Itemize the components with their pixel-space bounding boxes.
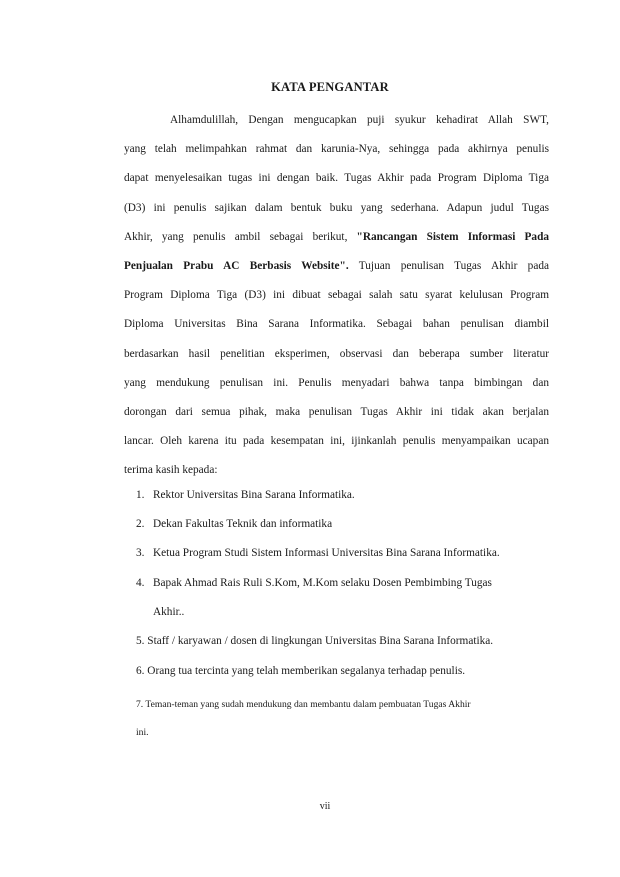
- list-item-continuation: ini.: [136, 727, 149, 738]
- list-item: 7. Teman-teman yang sudah mendukung dan membantu dalam pembuatan Tugas Akhir: [136, 699, 471, 710]
- list-item-continuation: Akhir..: [153, 606, 185, 618]
- list-item: 3. Ketua Program Studi Sistem Informasi Universitas Bina Sarana Informatika.: [136, 547, 500, 559]
- paragraph-line: dorongan dari semua pihak, maka penulisan Tugas Akhir ini tidak akan berjalan: [124, 405, 549, 418]
- paragraph-line: [124, 252, 549, 281]
- thesis-title-part: Penjualan Prabu AC Berbasis Website".: [124, 259, 349, 272]
- paragraph-line: dapat menyelesaikan tugas ini dengan baik. Tugas Akhir pada Program Diploma Tiga: [124, 172, 549, 185]
- paragraph-text: Akhir, yang penulis ambil sebagai berikut,: [124, 230, 348, 243]
- paragraph-line: (D3) ini penulis sajikan dalam bentuk buku yang sederhana. Adapun judul Tugas: [124, 201, 549, 214]
- thesis-title-part: "Rancangan Sistem Informasi Pada: [356, 230, 550, 243]
- list-item: 1. Rektor Universitas Bina Sarana Informatika.: [136, 489, 355, 501]
- paragraph-line: Alhamdulillah, Dengan mengucapkan puji syukur kehadirat Allah SWT,: [170, 114, 549, 126]
- list-item: 2. Dekan Fakultas Teknik dan informatika: [136, 518, 333, 530]
- paragraph-line: [124, 223, 549, 252]
- paragraph-line: Program Diploma Tiga (D3) ini dibuat sebagai salah satu syarat kelulusan Program: [124, 289, 549, 302]
- paragraph-line: berdasarkan hasil penelitian eksperimen, observasi dan beberapa sumber literatur: [124, 347, 549, 360]
- body-paragraph: [124, 106, 549, 485]
- list-item: 4. Bapak Ahmad Rais Ruli S.Kom, M.Kom selaku Dosen Pembimbing Tugas: [136, 577, 492, 589]
- paragraph-text: Tujuan penulisan Tugas Akhir pada: [358, 259, 550, 272]
- paragraph-line: Diploma Universitas Bina Sarana Informatika. Sebagai bahan penulisan diambil: [124, 318, 549, 331]
- paragraph-line: yang mendukung penulisan ini. Penulis menyadari bahwa tanpa bimbingan dan: [124, 376, 549, 389]
- page-title: KATA PENGANTAR: [271, 80, 389, 94]
- list-item: 6. Orang tua tercinta yang telah memberikan segalanya terhadap penulis.: [136, 665, 466, 677]
- paragraph-line: lancar. Oleh karena itu pada kesempatan ini, ijinkanlah penulis menyampaikan ucapan: [124, 435, 549, 448]
- page-number: vii: [319, 801, 331, 812]
- list-item: 5. Staff / karyawan / dosen di lingkungan Universitas Bina Sarana Informatika.: [136, 635, 494, 647]
- paragraph-line: yang telah melimpahkan rahmat dan karunia-Nya, sehingga pada akhirnya penulis: [124, 143, 549, 156]
- paragraph-line: terima kasih kepada:: [124, 464, 218, 477]
